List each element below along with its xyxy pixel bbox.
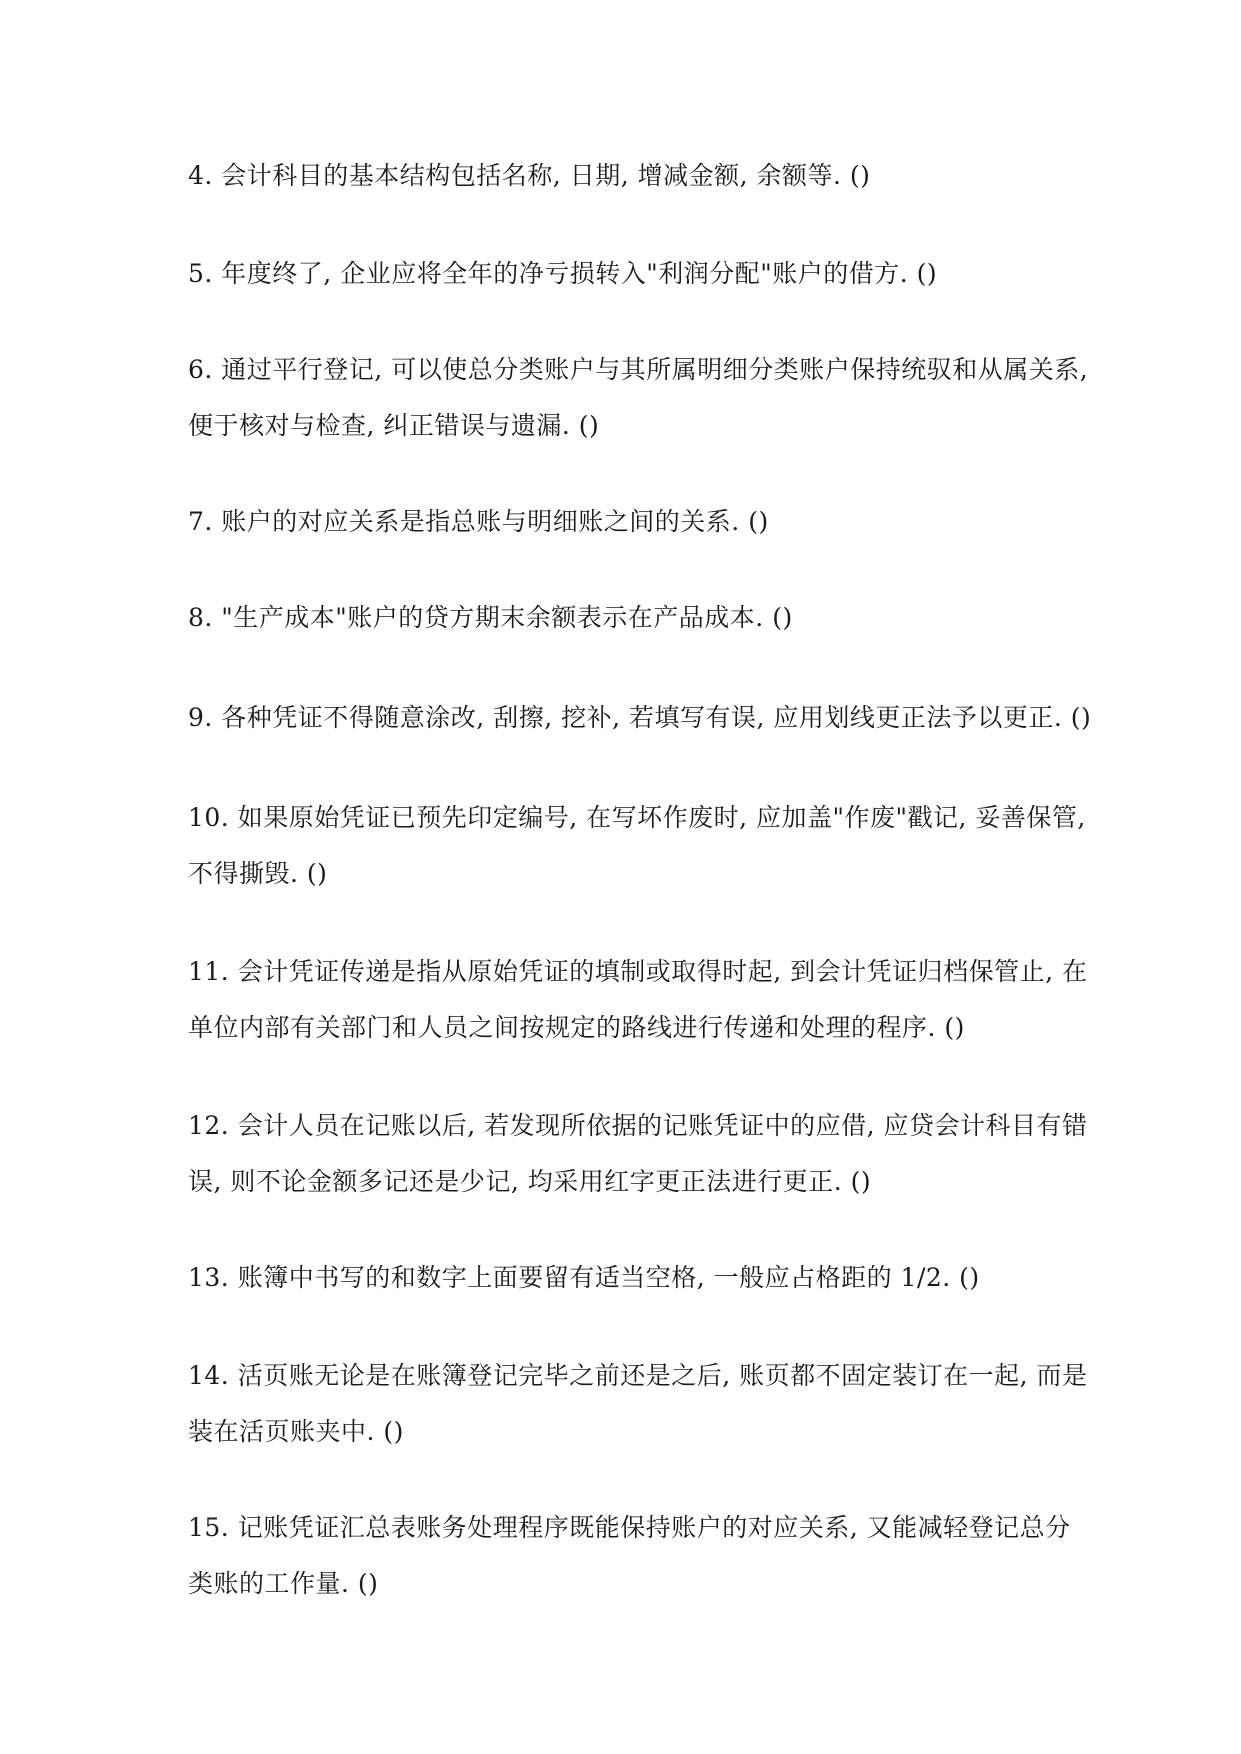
question-5 <box>188 246 1068 302</box>
question-4 <box>188 148 1068 204</box>
question-line: 装在活页账夹中. () <box>188 1417 404 1446</box>
question-line: 15. 记账凭证汇总表账务处理程序既能保持账户的对应关系, 又能减轻登记总分 <box>188 1513 1071 1542</box>
question-line: 单位内部有关部门和人员之间按规定的路线进行传递和处理的程序. () <box>188 1013 965 1042</box>
question-line: 10. 如果原始凭证已预先印定编号, 在写坏作废时, 应加盖"作废"戳记, 妥善保管, <box>188 803 1086 832</box>
question-line: 13. 账簿中书写的和数字上面要留有适当空格, 一般应占格距的 1/2. () <box>188 1263 980 1292</box>
question-line: 5. 年度终了, 企业应将全年的净亏损转入"利润分配"账户的借方. () <box>188 259 938 288</box>
question-6 <box>188 342 1089 454</box>
question-15 <box>188 1500 1071 1612</box>
question-9 <box>188 690 1092 746</box>
question-line: 4. 会计科目的基本结构包括名称, 日期, 增减金额, 余额等. () <box>188 161 871 190</box>
question-line: 9. 各种凭证不得随意涂改, 刮擦, 挖补, 若填写有误, 应用划线更正法予以更正. () <box>188 703 1092 732</box>
question-line: 便于核对与检查, 纠正错误与遗漏. () <box>188 411 600 440</box>
question-line: 12. 会计人员在记账以后, 若发现所依据的记账凭证中的应借, 应贷会计科目有错 <box>188 1111 1088 1140</box>
question-line: 11. 会计凭证传递是指从原始凭证的填制或取得时起, 到会计凭证归档保管止, 在 <box>188 957 1088 986</box>
question-11 <box>188 944 1088 1056</box>
question-line: 6. 通过平行登记, 可以使总分类账户与其所属明细分类账户保持统驭和从属关系, <box>188 355 1089 384</box>
question-12 <box>188 1098 1088 1210</box>
question-line: 类账的工作量. () <box>188 1569 379 1598</box>
question-13 <box>188 1250 1068 1306</box>
question-line: 7. 账户的对应关系是指总账与明细账之间的关系. () <box>188 507 769 536</box>
question-line: 8. "生产成本"账户的贷方期末余额表示在产品成本. () <box>188 603 793 632</box>
question-7 <box>188 494 1068 550</box>
question-8 <box>188 590 1068 646</box>
question-14 <box>188 1348 1088 1460</box>
question-line: 14. 活页账无论是在账簿登记完毕之前还是之后, 账页都不固定装订在一起, 而是 <box>188 1361 1088 1390</box>
question-line: 不得撕毁. () <box>188 859 328 888</box>
question-line: 误, 则不论金额多记还是少记, 均采用红字更正法进行更正. () <box>188 1167 872 1196</box>
question-10 <box>188 790 1086 902</box>
